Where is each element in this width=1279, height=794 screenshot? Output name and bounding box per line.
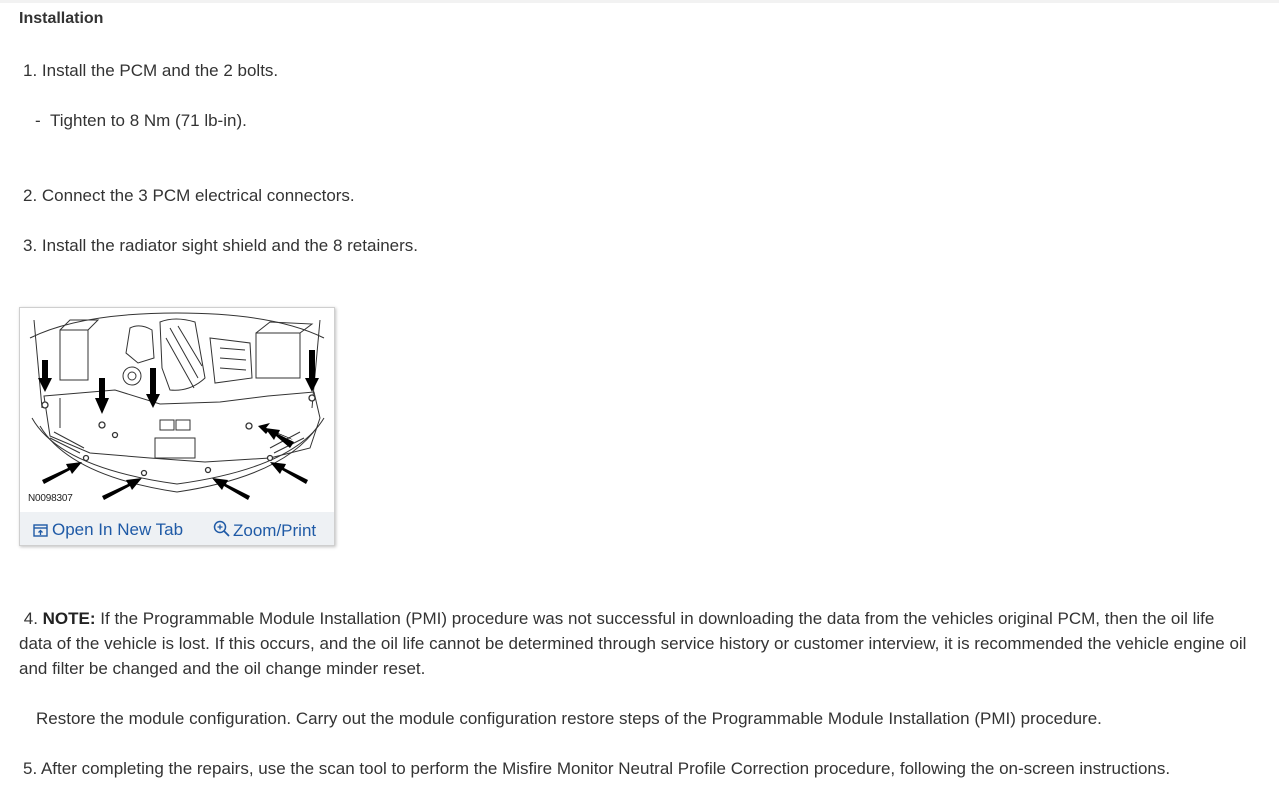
figure-code: N0098307: [28, 493, 73, 504]
torque-spec: Tighten to 8 Nm (71 lb-in).: [50, 111, 247, 130]
open-new-tab-icon: [33, 524, 48, 537]
step-2: 2. Connect the 3 PCM electrical connectors.: [23, 186, 355, 205]
top-divider: [0, 0, 1279, 3]
radiator-sight-shield-illustration: [20, 308, 334, 508]
step-4-note: [19, 606, 1249, 681]
open-in-new-tab-label: Open In New Tab: [52, 520, 184, 539]
figure-link-bar: [20, 512, 334, 545]
note-label: NOTE:: [42, 609, 96, 628]
section-title: Installation: [19, 10, 104, 27]
step-5: 5. After completing the repairs, use the scan tool to perform the Misfire Monitor Neutral Profile Correction procedure, following the on-screen instructions.: [23, 759, 1171, 778]
step-3: 3. Install the radiator sight shield and the 8 retainers.: [23, 236, 419, 255]
zoom-print-link[interactable]: [213, 520, 316, 541]
illustration-figure: [19, 307, 335, 546]
substep-marker: -: [35, 111, 41, 130]
step-1-substep: [35, 111, 247, 131]
step-4-number: 4.: [23, 609, 38, 628]
step-4-action: Restore the module configuration. Carry out the module configuration restore steps of the Programmable Module Installation (PMI) procedure.: [36, 709, 1102, 728]
zoom-in-icon: [213, 520, 231, 538]
step-1: 1. Install the PCM and the 2 bolts.: [23, 61, 279, 80]
note-text: If the Programmable Module Installation (PMI) procedure was not successful in downloading the data from the vehicles original PCM, then the oil life data of the vehicle is lost. If this occurs, and the oil life cannot be determined through service history or customer interview, it is recommended the vehicle engine oil and filter be changed and the oil change minder reset.: [19, 609, 1247, 678]
open-in-new-tab-link[interactable]: [33, 520, 183, 540]
zoom-print-label: Zoom/Print: [233, 521, 317, 540]
